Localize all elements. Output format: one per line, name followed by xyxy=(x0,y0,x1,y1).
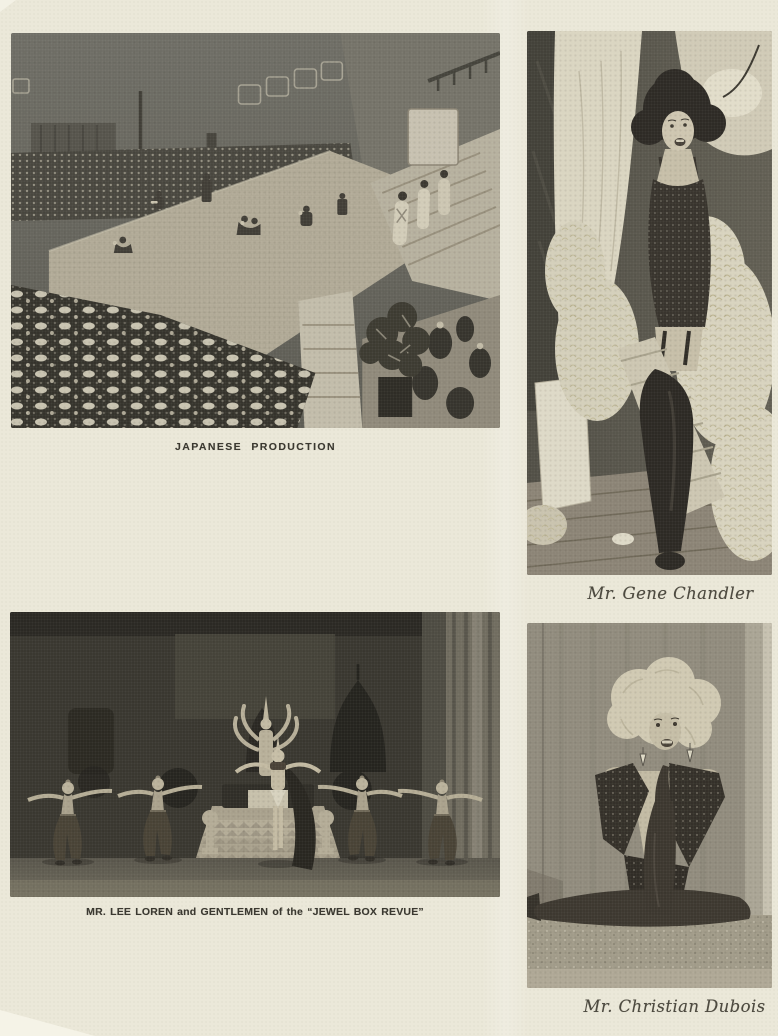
caption-gene-chandler: Mr. Gene Chandler xyxy=(587,584,754,603)
photo-block-christian-dubois xyxy=(527,623,772,1016)
caption-lee-loren: MR. LEE LOREN and GENTLEMEN of the “JEWEL BOX REVUE” xyxy=(86,906,424,918)
paper-crease-bottom-left xyxy=(0,1010,95,1036)
photo-block-gene-chandler xyxy=(527,31,772,603)
japanese-production-photo xyxy=(11,33,500,428)
photo-block-japanese-production xyxy=(11,33,500,453)
caption-japanese-production: JAPANESE PRODUCTION xyxy=(175,441,336,453)
japanese-production-illustration xyxy=(11,33,500,428)
christian-dubois-illustration xyxy=(527,623,772,988)
photo-block-lee-loren xyxy=(10,612,500,918)
paper-crease-top-left xyxy=(0,0,16,12)
gene-chandler-illustration xyxy=(527,31,772,575)
christian-dubois-photo xyxy=(527,623,772,988)
caption-christian-dubois: Mr. Christian Dubois xyxy=(583,997,766,1016)
gene-chandler-photo xyxy=(527,31,772,575)
jewel-box-revue-photo xyxy=(10,612,500,897)
jewel-box-revue-illustration xyxy=(10,612,500,897)
